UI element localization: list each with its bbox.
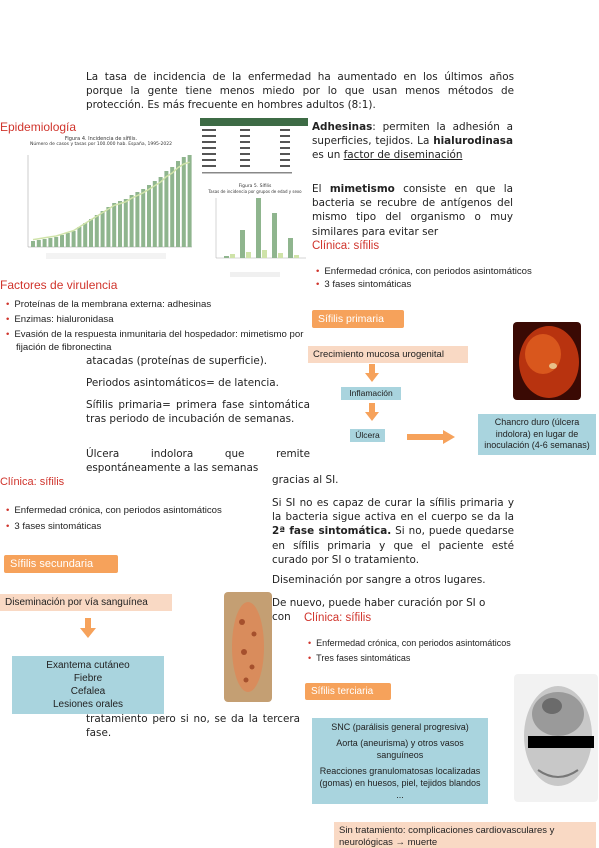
figure-subcaption: Número de casos y tasas por 100.000 hab. España, 1995-2022	[29, 142, 172, 147]
list-item: • Enfermedad crónica, con periodos asintomáticos	[316, 266, 532, 277]
incidence-bar	[170, 167, 174, 247]
chancre-photo	[513, 322, 581, 400]
incidence-bar	[106, 207, 110, 247]
list-item: • Tres fases sintomáticas	[308, 653, 411, 663]
incidence-bar	[72, 231, 76, 247]
sifilis-primaria-button: Sífilis primaria	[312, 310, 404, 328]
diseminacion-paragraph: Diseminación por sangre a otros lugares.	[272, 574, 486, 586]
clinica-3-title: Clínica: sífilis	[304, 612, 372, 624]
periodos-paragraph: Periodos asintomáticos= de latencia.	[86, 377, 279, 389]
diseminacion-box: Diseminación por vía sanguínea	[0, 594, 172, 611]
incidence-bar	[176, 161, 180, 247]
adhesinas-text1: : permiten la adhesión a superficies, tejidos. La	[312, 121, 513, 148]
si-text-2: Si no, puede quedarse en sífilis primaria y que el paciente esté curado por SI o tratamiento.	[272, 525, 515, 566]
age-group-chart	[200, 184, 310, 284]
intro-paragraph: La tasa de incidencia de la enfermedad ha aumentado en los últimos años porque la gente tiene menos miedo por lo que usan menos métodos de protección. Es más frecuente en hombres adultos (8:1).	[86, 71, 514, 112]
ulcera-box: Úlcera	[350, 429, 385, 442]
incidence-bar	[77, 227, 81, 247]
incidence-bar	[43, 239, 47, 247]
list-item: • Enzimas: hialuronidasa	[6, 314, 114, 325]
age-bar	[256, 198, 261, 258]
terciaria-box	[312, 718, 488, 804]
sifilis-terciaria-button: Sífilis terciaria	[305, 683, 391, 700]
reacciones-item: Reacciones granulomatosas localizadas (gomas) en huesos, piel, tejidos blandos ...	[319, 766, 481, 800]
atacadas-paragraph: atacadas (proteínas de superficie).	[86, 355, 268, 367]
sidebar-chart-caption: Figura 5. Sífilis	[238, 184, 272, 189]
age-bar	[246, 252, 251, 258]
factores-title: Factores de virulencia	[0, 278, 118, 292]
symptom-item: Fiebre	[73, 673, 103, 684]
chancro-box: Chancro duro (úlcera indolora) en lugar de inoculación (4-6 semanas)	[478, 414, 596, 455]
incidence-bar	[89, 219, 93, 247]
clinica-3-list	[308, 637, 511, 665]
crecimiento-box: Crecimiento mucosa urogenital	[308, 346, 468, 363]
incidence-bar	[147, 185, 151, 247]
secundaria-symptoms-box	[12, 656, 164, 714]
clinica-2-list	[6, 504, 222, 533]
sidebar-chart-subcaption: Tasas de incidencia por grupos de edad y sexo	[208, 189, 302, 194]
symptom-item: Exantema cutáneo	[46, 660, 130, 671]
incidence-table	[200, 118, 308, 180]
sin-tratamiento-box: Sin tratamiento: complicaciones cardiovasculares y neurológicas → muerte	[334, 822, 596, 848]
symptom-item: Lesiones orales	[52, 699, 124, 710]
incidence-bar	[135, 192, 139, 247]
epidemiologia-figure	[6, 136, 196, 266]
si-paragraph	[272, 496, 514, 567]
age-bar	[288, 238, 293, 258]
segunda-fase: 2ª fase sintomática.	[272, 525, 392, 538]
aorta-item: Aorta (aneurisma) y otros vasos sanguíneos	[336, 738, 464, 760]
age-bar	[272, 213, 277, 258]
clinica-1-list	[316, 265, 532, 291]
age-bar	[294, 255, 299, 258]
arrow-down-2	[365, 403, 379, 421]
mimetismo-pre: El	[312, 183, 330, 195]
denuevo-paragraph: De nuevo, puede haber curación por SI o	[272, 597, 486, 609]
hialurodinasa-term: hialurodinasa	[433, 135, 513, 148]
incidence-bar	[37, 240, 41, 247]
age-bar	[230, 254, 235, 258]
list-item: • Enfermedad crónica, con periodos asintomáticos	[6, 505, 222, 516]
incidence-bar	[60, 235, 64, 247]
incidence-bar	[48, 238, 52, 247]
incidence-bar	[159, 177, 163, 247]
incidence-bar	[66, 233, 70, 247]
incidence-bar	[31, 241, 35, 247]
incidence-bar	[141, 189, 145, 247]
si-text-1: Si SI no es capaz de curar la sífilis primaria y la bacteria sigue activa en el cuerpo se da la	[272, 497, 514, 524]
factores-list	[6, 298, 306, 354]
adhesinas-text2: es un	[312, 149, 344, 162]
clinica-2-title: Clínica: sífilis	[0, 476, 65, 488]
factor-diseminacion: factor de diseminación	[343, 149, 463, 162]
arrow-down-3	[80, 618, 96, 638]
age-bar	[224, 256, 229, 258]
incidence-bar	[124, 199, 128, 247]
adhesinas-paragraph	[312, 120, 513, 163]
age-bar	[278, 253, 283, 258]
incidence-bar	[101, 211, 105, 247]
incidence-bar	[118, 201, 122, 247]
list-item: • 3 fases sintomáticas	[6, 521, 102, 532]
incidence-bar	[112, 203, 116, 247]
con-text: con	[272, 611, 291, 623]
arrow-right	[407, 430, 455, 444]
incidence-bar	[164, 171, 168, 247]
list-item: • 3 fases sintomáticas	[316, 279, 412, 290]
arrow-down-1	[365, 364, 379, 382]
symptom-item: Cefalea	[70, 686, 106, 697]
gumma-photo	[514, 674, 598, 802]
incidence-chart	[6, 147, 196, 262]
incidence-bar	[95, 215, 99, 247]
tratamiento-paragraph: tratamiento pero si no, se da la tercera fase.	[86, 713, 300, 740]
epidemiologia-title: Epidemiología	[0, 120, 77, 134]
clinica-1-title: Clínica: sífilis	[312, 240, 380, 252]
list-item: • Enfermedad crónica, con periodos asintomáticos	[308, 638, 511, 648]
list-item: • Evasión de la respuesta inmunitaria del hospedador: mimetismo por fijación de fibronectina	[6, 329, 304, 353]
incidence-bar	[83, 223, 87, 247]
snc-item: SNC (parálisis general progresiva)	[331, 722, 469, 732]
mimetismo-term: mimetismo	[329, 183, 395, 195]
incidence-bar	[54, 237, 58, 247]
inflamacion-box: Inflamación	[341, 387, 401, 400]
age-bar	[262, 250, 267, 258]
mimetismo-text: consiste en que la bacteria se recubre de antígenos del mismo tipo del organismo o muy similares para evitar ser	[312, 183, 513, 238]
incidence-bar	[153, 181, 157, 247]
incidence-bar	[130, 195, 134, 247]
gracias-paragraph: gracias al SI.	[272, 474, 339, 486]
primaria-paragraph: Sífilis primaria= primera fase sintomática tras periodo de incubación de semanas.	[86, 399, 310, 426]
mimetismo-paragraph	[312, 182, 513, 239]
list-item: • Proteínas de la membrana externa: adhesinas	[6, 299, 212, 310]
incidence-bar	[188, 155, 192, 247]
figure-caption: Figura 4. Incidencia de sífilis.	[64, 136, 138, 142]
age-bar	[240, 230, 245, 258]
incidence-bar	[182, 157, 186, 247]
rash-photo	[224, 592, 272, 702]
sifilis-secundaria-button: Sífilis secundaria	[4, 555, 118, 573]
adhesinas-term: Adhesinas	[312, 121, 373, 133]
ulcera-paragraph: Úlcera indolora que remite espontáneamente a las semanas	[86, 448, 310, 475]
